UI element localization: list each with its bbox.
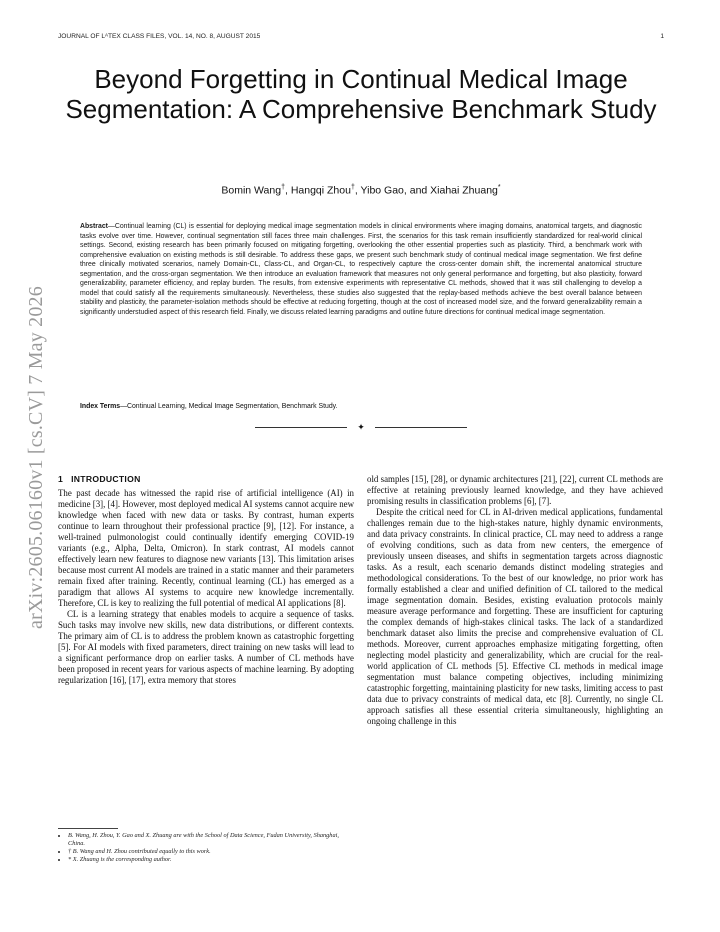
author-2: , Hangqi Zhou [284, 184, 351, 197]
author-list [58, 181, 664, 198]
separator-line-right [375, 427, 467, 428]
footnotes [58, 828, 354, 864]
author-1: Bomin Wang [221, 184, 282, 197]
abstract-label: Abstract [80, 223, 108, 230]
abstract [80, 222, 642, 317]
intro-paragraph-4: Despite the critical need for CL in AI-driven medical applications, fundamental challenges remain due to the high-stakes nature, highly dynamic environments, and data privacy constraints. In clinical practice, CL may need to address a range of evolving conditions, such as data from new centers, the emergence of previously unseen diseases, and shifts in segmentation targets across diagnostic tasks. As a result, each scenario demands distinct modeling strategies and methodological considerations. To the best of our knowledge, no prior work has formally established a clear and unified definition of CL tailored to the medical image segmentation domain. Besides, existing evaluation protocols mainly measure average performance and forgetting. These are insufficient for capturing the complex demands of high-stakes clinical tasks. The lack of a standardized benchmark dataset also limits the precise and comprehensive evaluation of CL methods. Moreover, current approaches emphasize mitigating forgetting, often neglecting model plasticity and generalizability, which are crucial for the real-world application of CL methods [5]. Effective CL methods in medical image segmentation must balance competing objectives, including minimizing catastrophic forgetting, maintaining plasticity for new tasks, limiting access to past data due to privacy constraints of medical data, etc [8]. Currently, no single CL approach satisfies all these essential criteria simultaneously, highlighting an ongoing challenge in this [367, 507, 663, 726]
separator-diamond-icon: ✦ [357, 422, 365, 432]
index-terms-label: Index Terms [80, 403, 121, 410]
equal-contribution-mark: † [350, 184, 355, 191]
intro-paragraph-2: CL is a learning strategy that enables models to acquire a sequence of tasks. Such tasks may involve new skills, new data distributions, or different contexts. The primary aim of CL is to address the problem known as catastrophic forgetting [5]. For AI models with fixed parameters, direct training on new tasks will lead to a significant performance drop on earlier tasks. A number of CL methods have been proposed in recent years for various aspects of machine learning. By adopting regularization [16], [17], extra memory that stores [58, 609, 354, 685]
footnote-equal-contribution: • † B. Wang and H. Zhou contributed equally to this work. [68, 848, 354, 856]
arxiv-stamp [16, 255, 56, 659]
page-number: 1 [660, 33, 664, 40]
section-number: 1 [58, 474, 64, 484]
running-header [58, 33, 664, 45]
paper-title: Beyond Forgetting in Continual Medical Image Segmentation: A Comprehensive Benchmark Study [65, 64, 657, 124]
author-3: , Yibo Gao, and Xiahai Zhuang [354, 184, 498, 197]
footnote-list [58, 832, 354, 864]
abstract-text: —Continual learning (CL) is essential for deploying medical image segmentation models in clinical environments where imaging domains, anatomical targets, and diagnostic tasks evolve over time. However, continual segmentation still faces three main challenges. First, the scenarios for this task remain insufficiently standardized for real-world clinical settings. Second, existing research has been primarily focused on mitigating forgetting, overlooking the other essential properties such as plasticity. Third, a benchmark work with comprehensive evaluation on existing methods is still desirable. To address these gaps, we present such benchmark study of continual medical image segmentation. We first define three clinically motivated scenarios, namely Domain-CL, Class-CL, and Organ-CL, to respectively capture the cross-center domain shift, the incremental anatomical structure segmentation, and the cross-organ segmentation. We then introduce an evaluation framework that measures not only general performance and forgetting, but also plasticity, forward generalizability, parameter efficiency, and replay burden. The results, from extensive experiments with representative CL methods, showed that it was still challenging to develop a model that could satisfy all the requirements simultaneously. Nevertheless, these studies also suggested that the replay-based methods achieve the best overall balance between stability and plasticity, the parameter-isolation methods should be effective at reducing forgetting, though at the cost of increased model size, and the forward generalizability remain a significantly understudied aspect of this research field. Finally, we discuss related learning paradigms and outline future directions for continual medical image segmentation. [80, 223, 642, 316]
corresponding-author-mark: * [497, 184, 501, 191]
journal-name: JOURNAL OF LᴬTEX CLASS FILES, VOL. 14, NO. 8, AUGUST 2015 [58, 33, 261, 40]
equal-contribution-mark: † [281, 184, 285, 191]
footnote-rule [58, 828, 118, 829]
section-separator [255, 423, 467, 433]
arxiv-stamp-text: arXiv:2605.06160v1 [cs.CV] 7 May 2026 [24, 285, 47, 629]
index-terms-text: —Continual Learning, Medical Image Segmentation, Benchmark Study. [120, 403, 338, 410]
left-column [58, 474, 354, 686]
intro-paragraph-1: The past decade has witnessed the rapid rise of artificial intelligence (AI) in medicine [3], [4]. However, most deployed medical AI systems cannot acquire new knowledge when faced with new data or tasks. By contrast, human experts continue to learn throughout their professional practice [9], [12]. For instance, a well-trained pulmonologist could continually identify emerging COVID-19 variants (e.g., Alpha, Delta, Omicron). In stark contrast, AI models cannot effectively learn new features to diagnose new variants [13]. This limitation arises because most current AI models are trained in a static manner and their parameters remain fixed after training. Recently, continual learning (CL) has emerged as a paradigm that allows AI systems to acquire new knowledge incrementally. Therefore, CL is key to realizing the full potential of medical AI applications [8]. [58, 488, 354, 608]
section-title: INTRODUCTION [71, 474, 141, 484]
separator-line-left [255, 427, 347, 428]
section-heading [58, 474, 354, 485]
footnote-affiliation: • B. Wang, H. Zhou, Y. Gao and X. Zhuang are with the School of Data Science, Fudan University, Shanghai, China. [68, 832, 354, 848]
intro-paragraph-3: old samples [15], [28], or dynamic architectures [21], [22], current CL methods are effective at retaining previously learned knowledge, and they have achieved promising results in classification problems [6], [7]. [367, 474, 663, 506]
right-column [367, 474, 663, 727]
footnote-corresponding: • * X. Zhuang is the corresponding author. [68, 856, 354, 864]
index-terms [80, 402, 642, 412]
